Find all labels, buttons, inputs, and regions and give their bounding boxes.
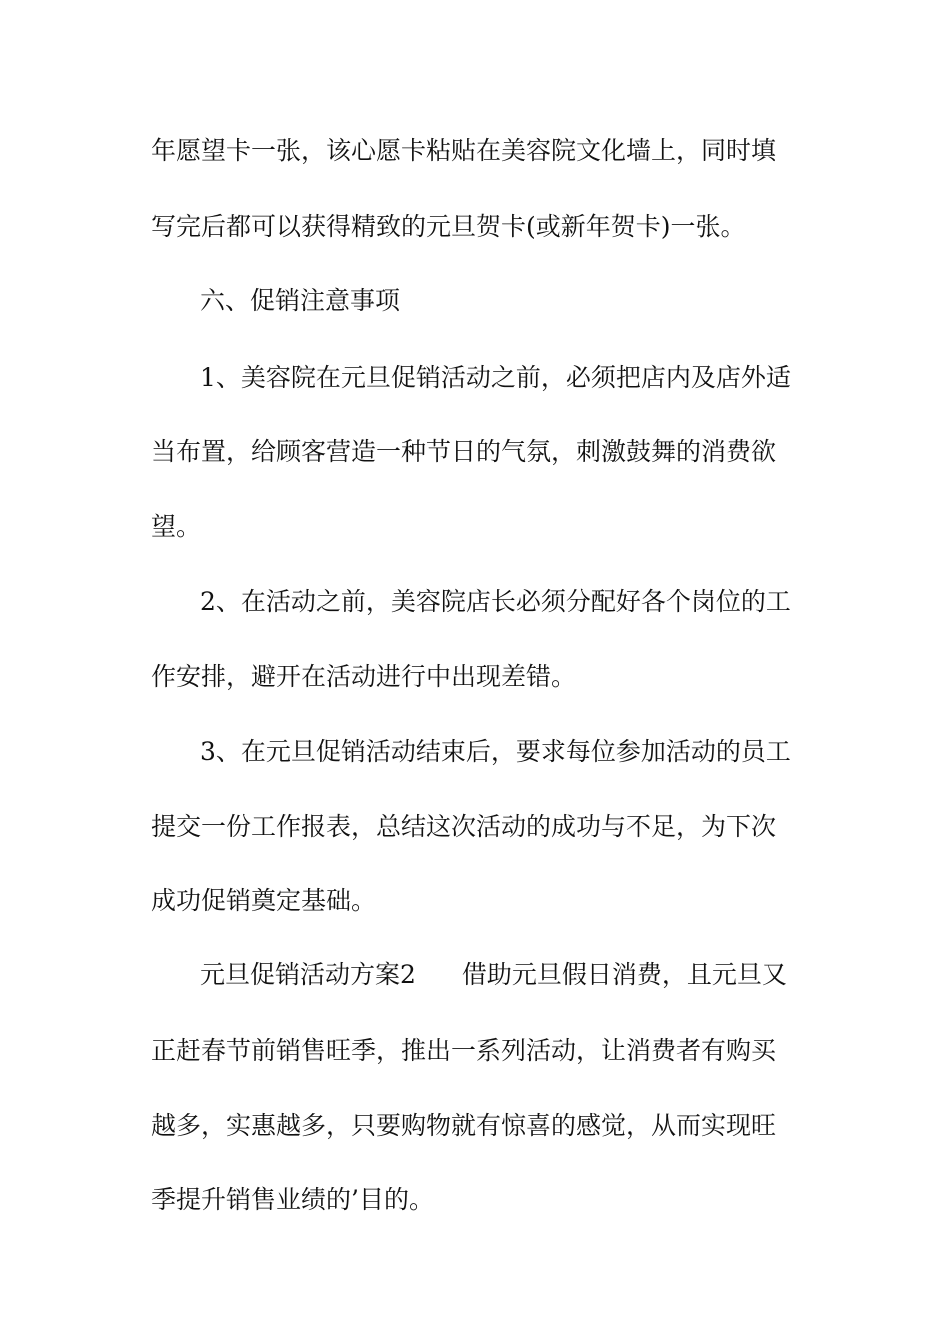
list-item-2: 2、在活动之前，美容院店长必须分配好各个岗位的工 (200, 587, 791, 616)
section-title-line (200, 958, 787, 992)
list-item-3: 3、在元旦促销活动结束后，要求每位参加活动的员工 (200, 737, 791, 766)
body-text-line: 写完后都可以获得精致的元旦贺卡(或新年贺卡)一张。 (151, 212, 746, 241)
body-text-line: 作安排，避开在活动进行中出现差错。 (151, 662, 577, 691)
body-text-line: 季提升销售业绩的’目的。 (151, 1185, 434, 1214)
body-text-line: 正赶春节前销售旺季，推出一系列活动，让消费者有购买 (151, 1036, 777, 1065)
list-item-1: 1、美容院在元旦促销活动之前，必须把店内及店外适 (200, 363, 791, 392)
body-text-line: 望。 (151, 512, 202, 541)
body-text-line: 成功促销奠定基础。 (151, 886, 377, 915)
body-text-line: 越多，实惠越多，只要购物就有惊喜的感觉，从而实现旺 (151, 1111, 777, 1140)
body-text-line: 提交一份工作报表，总结这次活动的成功与不足，为下次 (151, 812, 777, 841)
section-title: 元旦促销活动方案2 (200, 960, 416, 989)
paragraph-start: 借助元旦假日消费，且元旦又 (461, 960, 787, 989)
section-heading: 六、促销注意事项 (200, 286, 401, 315)
body-text-line: 当布置，给顾客营造一种节日的气氛，刺激鼓舞的消费欲 (151, 437, 777, 466)
body-text-line: 年愿望卡一张，该心愿卡粘贴在美容院文化墙上，同时填 (151, 136, 777, 165)
